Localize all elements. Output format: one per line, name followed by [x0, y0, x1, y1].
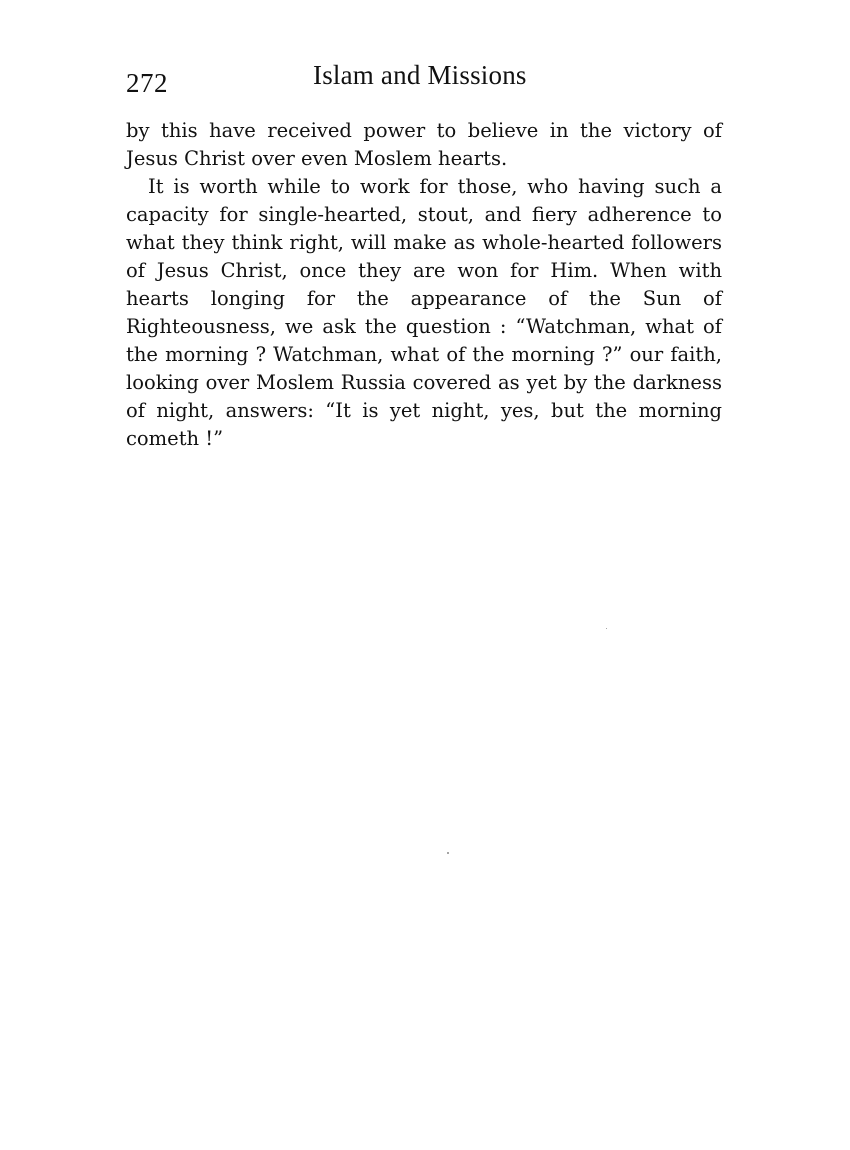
running-title: Islam and Missions	[313, 60, 527, 90]
body-text	[126, 117, 722, 453]
running-header	[126, 60, 722, 100]
paper-speck	[606, 628, 607, 629]
page-number: 272	[126, 68, 168, 98]
paragraph-main: It is worth while to work for those, who having such a capacity for single-hearted, stout, and fiery adherence to what they think right, will make as whole-hearted followers of Jesus Christ, once they are won for Him. When with hearts longing for the appearance of the Sun of Righteousness, we ask the question : “Watchman, what of the morning ? Watchman, what of the morning ?” our faith, looking over Moslem Russia covered as yet by the darkness of night, answers: “It is yet night, yes, but the morning cometh !”	[126, 175, 722, 450]
paper-speck	[447, 852, 449, 854]
paragraph-continuation: by this have received power to believe in the victory of Jesus Christ over even Moslem hearts.	[126, 119, 722, 170]
